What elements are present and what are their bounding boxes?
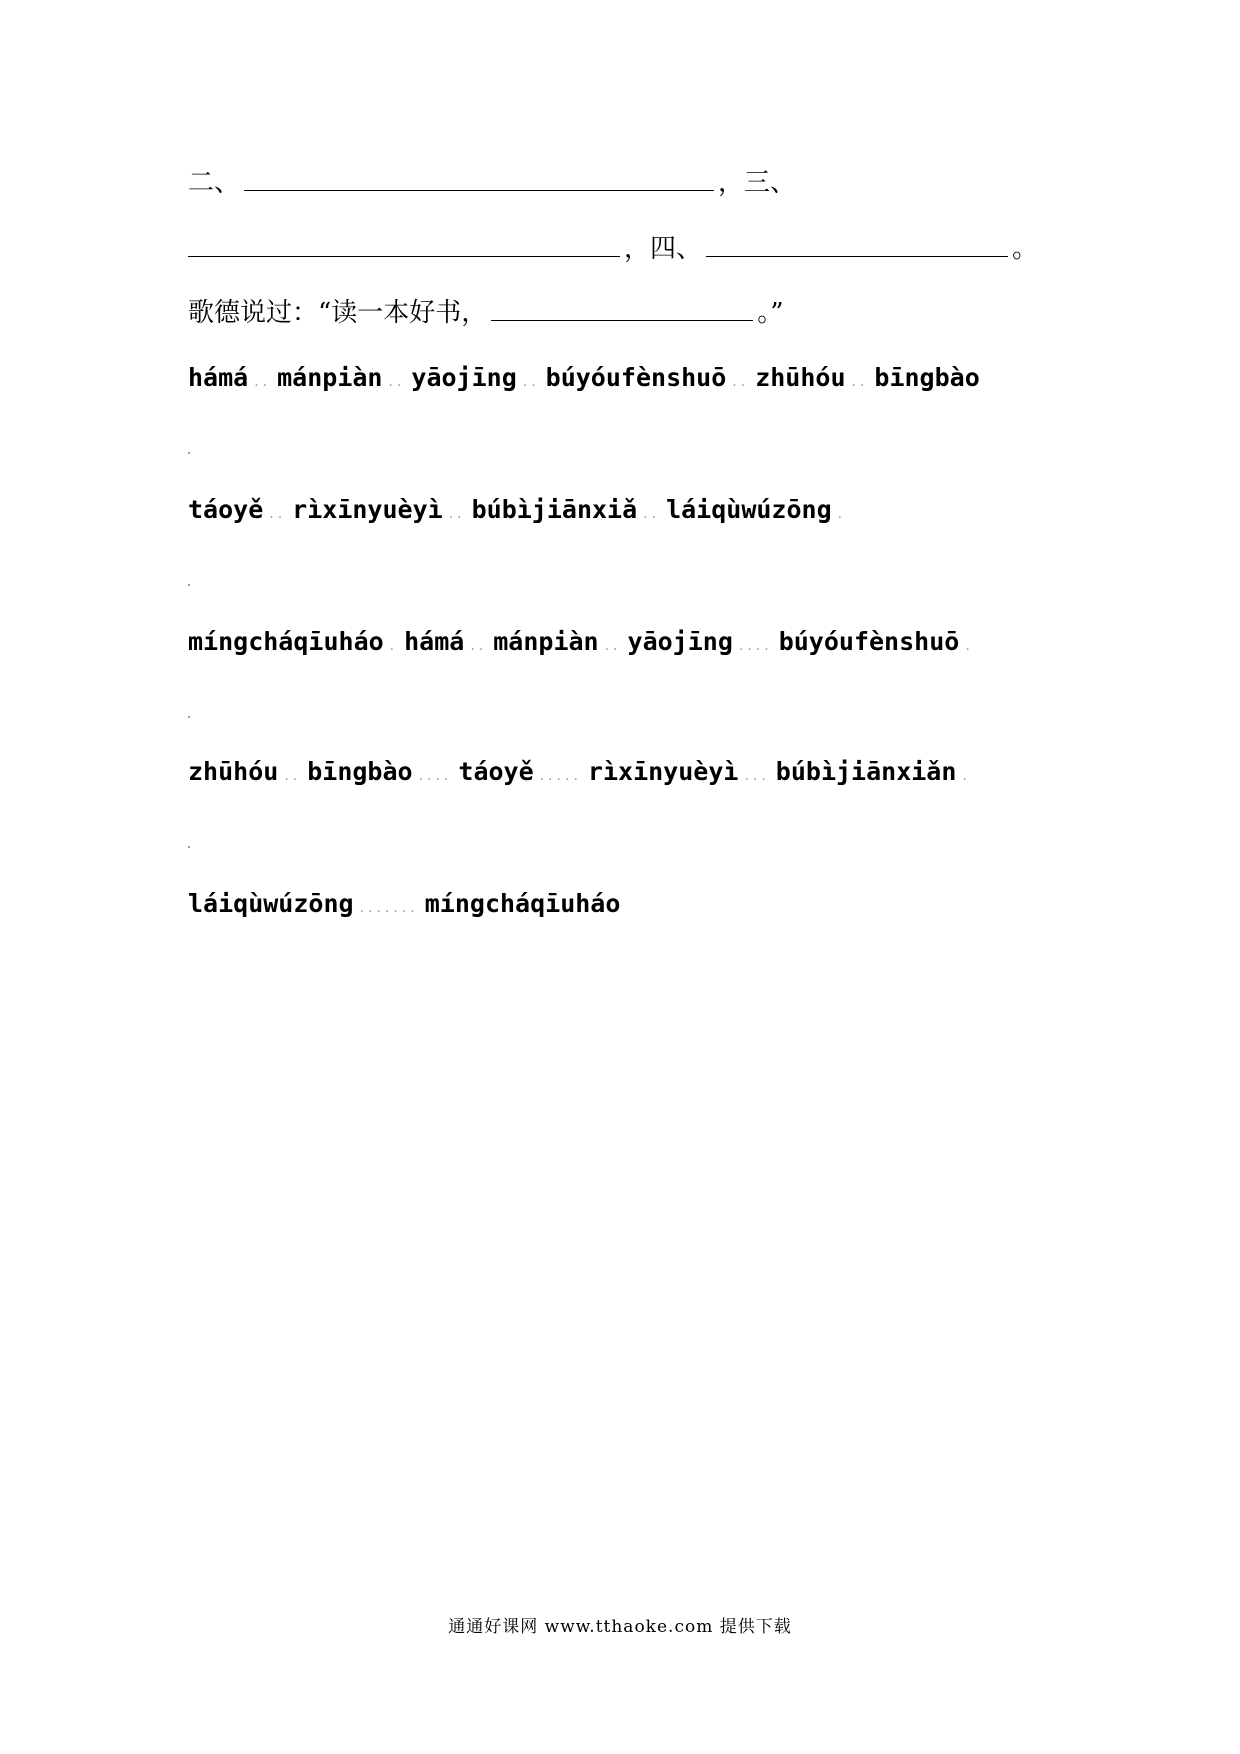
pinyin-word: zhūhóu <box>755 363 846 392</box>
dot-leader: .. <box>470 638 488 654</box>
dot-leader: .. <box>254 374 272 390</box>
dot-leader: ... <box>744 768 770 784</box>
pinyin-word: míngcháqīuháo <box>424 889 621 918</box>
answer-blank[interactable] <box>706 232 1008 257</box>
page-footer: 通通好课网 www.tthaoke.com 提供下载 <box>448 1617 792 1637</box>
dot-leader: .. <box>388 374 406 390</box>
dot-leader: . <box>837 506 847 522</box>
pinyin-word: láiqùwúzōng <box>188 889 354 918</box>
pinyin-word: mánpiàn <box>493 627 599 656</box>
goethe-quote-prefix: 歌德说过：“读一本好书， <box>188 298 488 328</box>
dot-leader: ....... <box>359 900 419 916</box>
dot-leader: .. <box>284 768 302 784</box>
stray-dot <box>188 452 190 454</box>
answer-blank[interactable] <box>244 166 714 191</box>
pinyin-word: búyóufènshuō <box>778 627 960 656</box>
pinyin-word: yāojīng <box>411 363 517 392</box>
fill-in-line-2 <box>188 232 1038 266</box>
pinyin-word: rìxīnyuèyì <box>292 495 443 524</box>
dot-leader: .. <box>604 638 622 654</box>
pinyin-word: búbìjiānxiǎ <box>471 495 638 524</box>
pinyin-row-5 <box>188 888 620 924</box>
dot-leader: .. <box>448 506 466 522</box>
dot-leader: . <box>965 638 974 654</box>
pinyin-row-1 <box>188 362 980 398</box>
dot-leader: . <box>962 768 971 784</box>
pinyin-row-4 <box>188 756 977 792</box>
pinyin-word: táoyě <box>188 495 264 524</box>
pinyin-word: yāojīng <box>627 627 733 656</box>
pinyin-word: láiqùwúzōng <box>666 495 832 524</box>
pinyin-row-2 <box>188 494 852 530</box>
pinyin-word: táoyě <box>458 757 534 786</box>
answer-blank[interactable] <box>188 232 620 257</box>
stray-dot <box>188 716 190 718</box>
pinyin-word: bīngbào <box>307 757 413 786</box>
dot-leader: .. <box>269 506 287 522</box>
pinyin-word: rìxīnyuèyì <box>587 757 739 786</box>
line-end-period: 。 <box>1012 234 1039 264</box>
dot-leader: .. <box>643 506 661 522</box>
pinyin-word: mánpiàn <box>277 363 383 392</box>
fill-in-line-1 <box>188 166 796 200</box>
stray-dot <box>188 584 190 586</box>
item-four-label: ，四、 <box>624 234 703 264</box>
goethe-quote-line <box>188 296 784 330</box>
stray-dot <box>188 846 190 848</box>
pinyin-word: zhūhóu <box>188 757 279 786</box>
dot-leader: .... <box>738 638 773 654</box>
dot-leader: .. <box>522 374 540 390</box>
dot-leader: ..... <box>539 768 582 784</box>
quote-end: 。” <box>757 298 784 328</box>
dot-leader: .. <box>851 374 869 390</box>
pinyin-row-3 <box>188 626 980 662</box>
dot-leader: .. <box>732 374 750 390</box>
item-two-label: 二、 <box>188 168 241 198</box>
dot-leader: . <box>389 638 399 654</box>
pinyin-word: hámá <box>188 363 249 392</box>
pinyin-word: búyóufènshuō <box>545 363 727 392</box>
pinyin-word: hámá <box>404 627 465 656</box>
dot-leader: .... <box>418 768 453 784</box>
item-three-label: ，三、 <box>718 168 797 198</box>
pinyin-word: búbìjiānxiǎn <box>775 757 957 786</box>
pinyin-word: bīngbào <box>874 363 980 392</box>
pinyin-word: míngcháqīuháo <box>188 627 384 656</box>
answer-blank[interactable] <box>491 296 753 321</box>
